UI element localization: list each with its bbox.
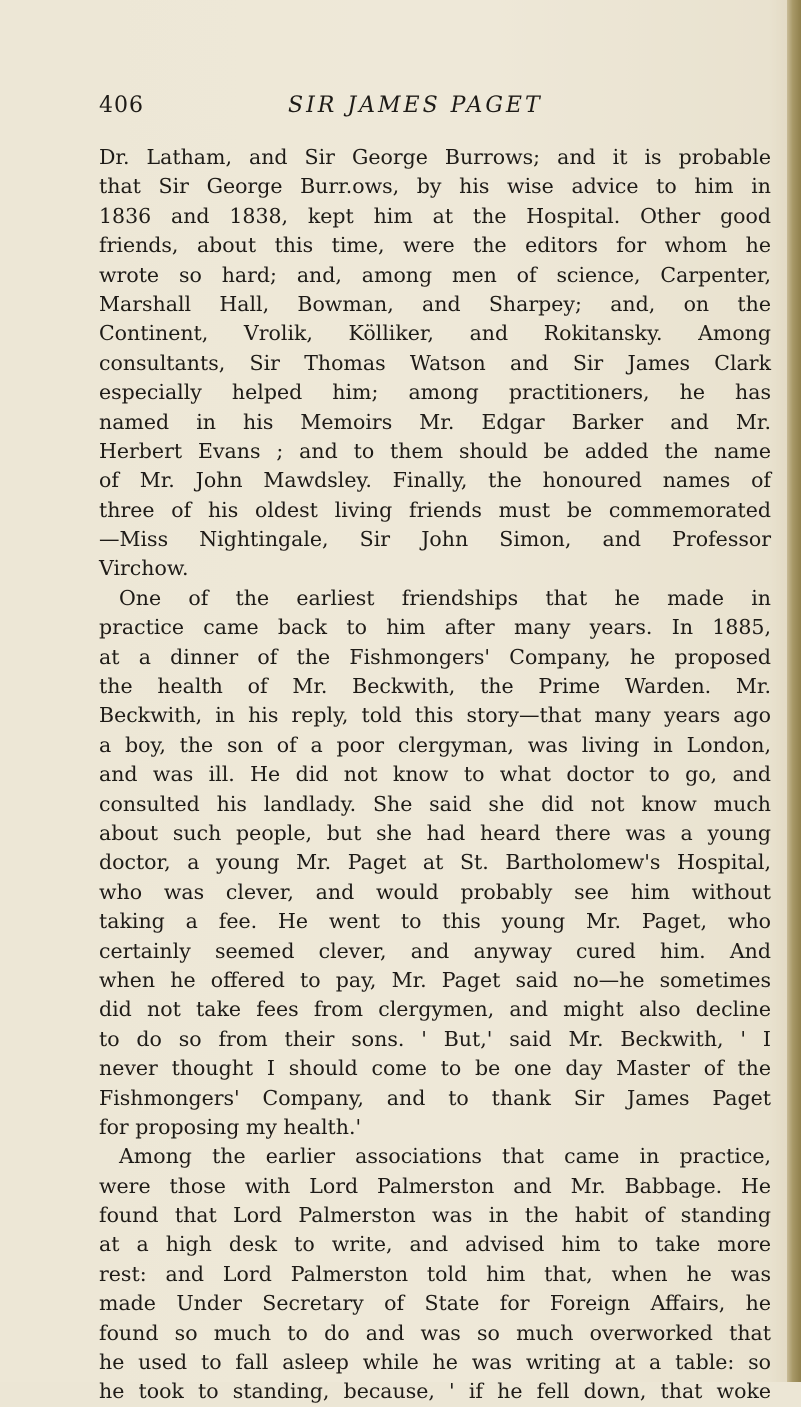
text-line: Dr. Latham, and Sir George Burrows; and it is probable [99,145,771,169]
text-line: rest: and Lord Palmerston told him that, when he was [99,1261,771,1286]
text-line: Virchow. [99,556,189,581]
text-line: did not take fees from clergymen, and might also decline [99,997,771,1022]
text-line: found so much to do and was so much overworked that [99,1320,771,1345]
text-line: and was ill. He did not know to what doctor to go, and [99,762,771,787]
text-line: found that Lord Palmerston was in the habit of standing [99,1203,771,1228]
text-line: of Mr. John Mawdsley. Finally, the honoured names of [99,468,771,493]
text-line: a boy, the son of a poor clergyman, was living in London, [99,732,771,757]
text-line: when he offered to pay, Mr. Paget said no—he sometimes [99,967,771,992]
text-line: Beckwith, in his reply, told this story—that many years ago [99,703,771,728]
text-line: wrote so hard; and, among men of science, Carpenter, [99,262,771,287]
text-line: 1836 and 1838, kept him at the Hospital. Other good [99,203,771,228]
text-line: the health of Mr. Beckwith, the Prime Warden. Mr. [99,674,771,699]
text-line: Herbert Evans ; and to them should be added the name [99,438,771,463]
text-line: especially helped him; among practitioners, he has [99,380,771,405]
text-line: certainly seemed clever, and anyway cured him. And [99,938,771,963]
running-head: SIR JAMES PAGET [288,93,543,118]
text-line: three of his oldest living friends must be commemorated [99,497,771,522]
page-edge-shadow [787,0,801,1382]
text-line: Among the earlier associations that came in practice, [119,1144,771,1169]
body-text [99,143,771,1407]
text-line: at a dinner of the Fishmongers' Company, he proposed [99,644,771,669]
text-line: for proposing my health.' [99,1114,362,1139]
text-line: —Miss Nightingale, Sir John Simon, and Professor [99,527,771,552]
text-line: made Under Secretary of State for Foreign Affairs, he [99,1291,771,1316]
text-line: were those with Lord Palmerston and Mr. Babbage. He [99,1173,771,1198]
page-header [0,93,801,123]
text-line: consulted his landlady. She said she did not know much [99,791,771,816]
page-number: 406 [99,93,144,118]
text-line: Marshall Hall, Bowman, and Sharpey; and, on the [99,291,771,316]
text-line: to do so from their sons. ' But,' said Mr. Beckwith, ' I [99,1026,771,1051]
text-line: doctor, a young Mr. Paget at St. Bartholomew's Hospital, [99,850,771,875]
text-line: Fishmongers' Company, and to thank Sir James Paget [99,1085,771,1110]
text-line: he used to fall asleep while he was writing at a table: so [99,1350,771,1375]
text-line: Continent, Vrolik, Kölliker, and Rokitansky. Among [99,321,771,346]
text-line: at a high desk to write, and advised him to take more [99,1232,771,1257]
text-line: never thought I should come to be one day Master of the [99,1056,771,1081]
text-line: taking a fee. He went to this young Mr. Paget, who [99,909,771,934]
text-line: that Sir George Burr.ows, by his wise advice to him in [99,174,771,199]
text-line: friends, about this time, were the editors for whom he [99,233,771,258]
text-line: named in his Memoirs Mr. Edgar Barker and Mr. [99,409,771,434]
text-line: who was clever, and would probably see him without [99,879,771,904]
text-line: he took to standing, because, ' if he fell down, that woke [99,1379,771,1404]
text-line: practice came back to him after many years. In 1885, [99,615,771,640]
text-line: consultants, Sir Thomas Watson and Sir James Clark [99,350,771,375]
text-line: about such people, but she had heard there was a young [99,820,771,845]
text-line: One of the earliest friendships that he made in [119,585,771,610]
